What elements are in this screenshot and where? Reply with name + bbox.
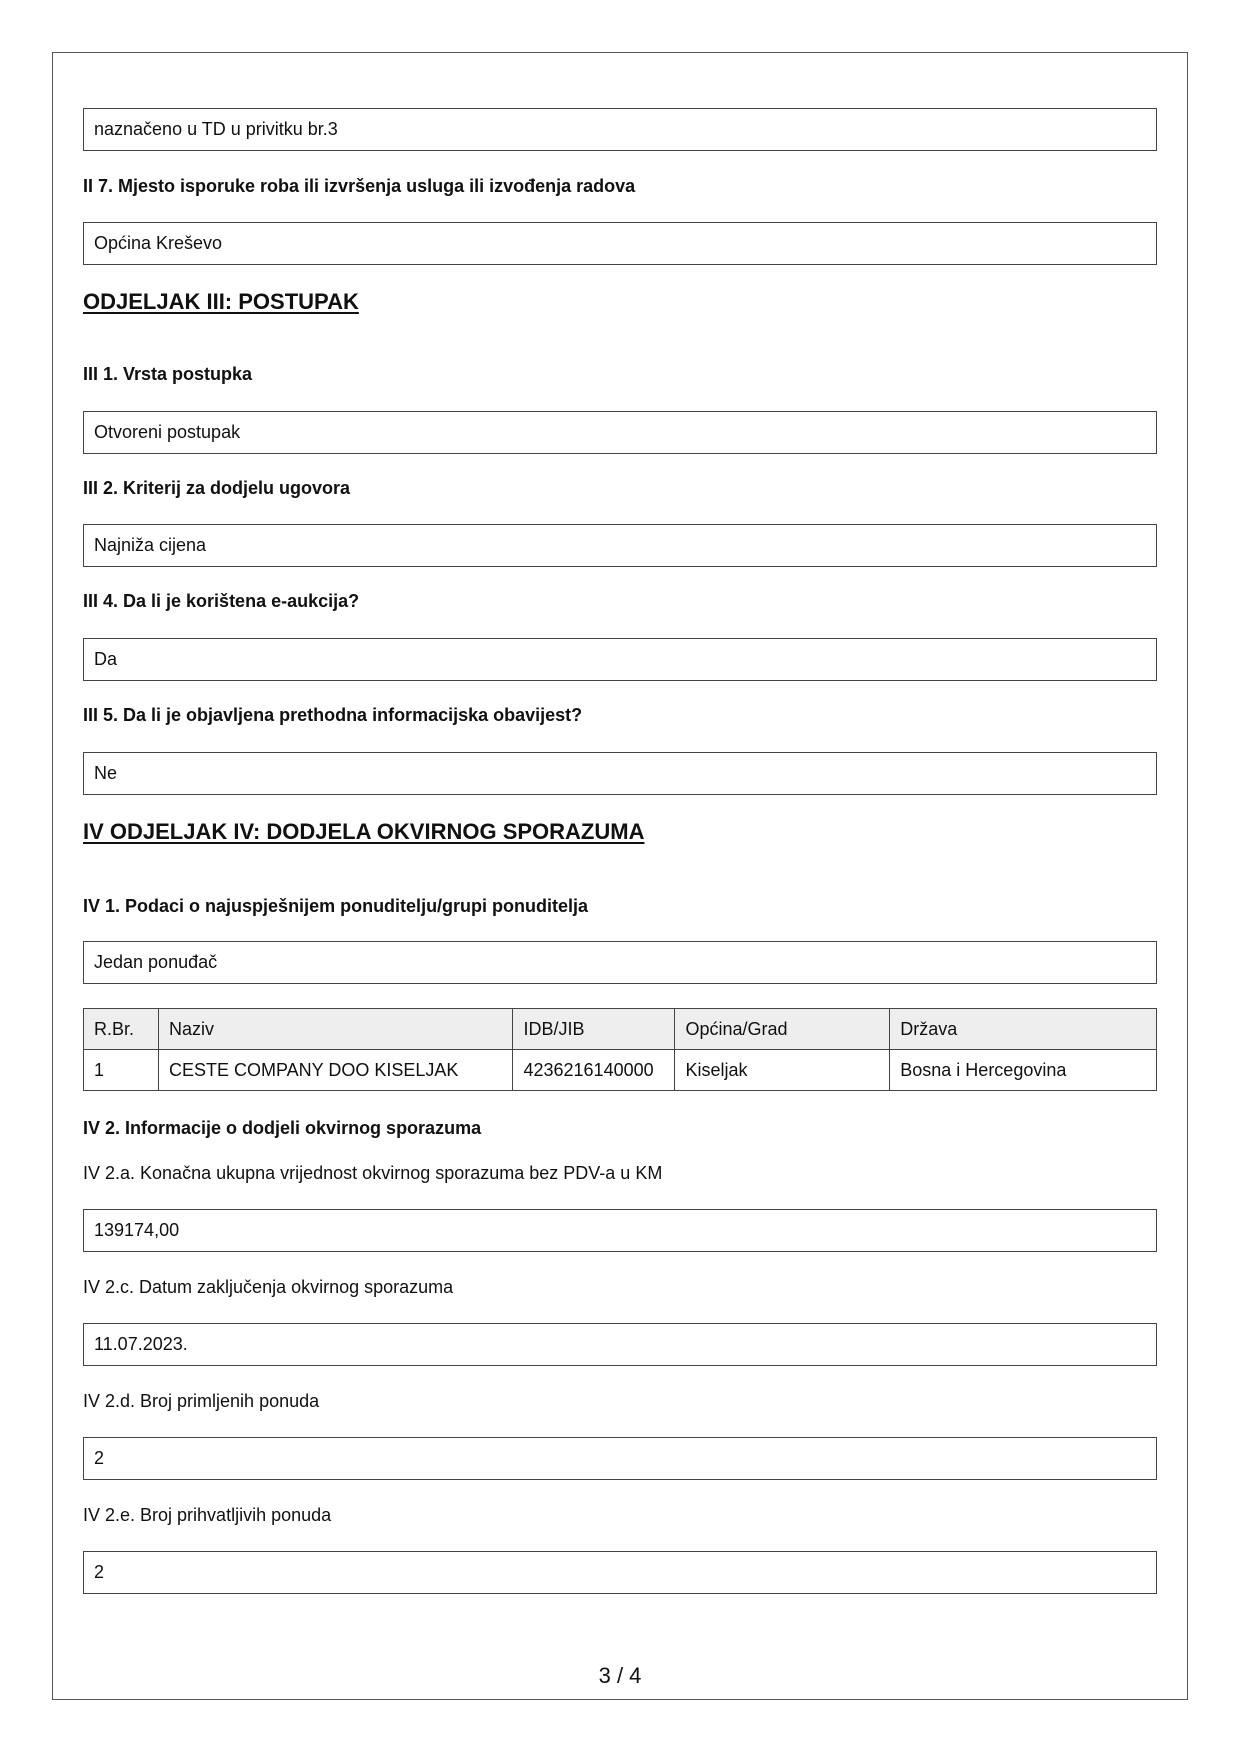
iv2-label: IV 2. Informacije o dodjeli okvirnog sporazuma xyxy=(83,1118,482,1138)
ii6-value-field: naznačeno u TD u privitku br.3 xyxy=(83,108,1157,151)
header-rbr: R.Br. xyxy=(84,1009,159,1050)
iv1-value-field: Jedan ponuđač xyxy=(83,941,1157,984)
cell-rbr: 1 xyxy=(84,1050,159,1091)
iv2d-value-field: 2 xyxy=(83,1437,1157,1480)
iv2c-value-field: 11.07.2023. xyxy=(83,1323,1157,1366)
cell-drzava: Bosna i Hercegovina xyxy=(890,1050,1157,1091)
winners-table xyxy=(83,1008,1157,1091)
table-header-row xyxy=(84,1009,1157,1050)
ii7-label: II 7. Mjesto isporuke roba ili izvršenja usluga ili izvođenja radova xyxy=(83,176,636,196)
header-opcina-grad: Općina/Grad xyxy=(675,1009,890,1050)
iv2e-label: IV 2.e. Broj prihvatljivih ponuda xyxy=(83,1505,332,1525)
header-idb-jib: IDB/JIB xyxy=(513,1009,675,1050)
header-drzava: Država xyxy=(890,1009,1157,1050)
iii5-value-field: Ne xyxy=(83,752,1157,795)
table-row xyxy=(84,1050,1157,1091)
cell-opcina-grad: Kiseljak xyxy=(675,1050,890,1091)
iv2d-label: IV 2.d. Broj primljenih ponuda xyxy=(83,1391,320,1411)
header-naziv: Naziv xyxy=(158,1009,513,1050)
cell-naziv: CESTE COMPANY DOO KISELJAK xyxy=(158,1050,513,1091)
section-3-title: ODJELJAK III: POSTUPAK xyxy=(83,289,359,314)
iii4-value-field: Da xyxy=(83,638,1157,681)
ii7-value-field: Općina Kreševo xyxy=(83,222,1157,265)
iii1-label: III 1. Vrsta postupka xyxy=(83,364,253,384)
section-4-title: IV ODJELJAK IV: DODJELA OKVIRNOG SPORAZUMA xyxy=(83,819,645,844)
iii2-value-field: Najniža cijena xyxy=(83,524,1157,567)
cell-idb-jib: 4236216140000 xyxy=(513,1050,675,1091)
iv1-label: IV 1. Podaci o najuspješnijem ponuditelju/grupi ponuditelja xyxy=(83,896,589,916)
iii4-label: III 4. Da li je korištena e-aukcija? xyxy=(83,591,360,611)
page-number: 3 / 4 xyxy=(598,1663,642,1688)
iv2a-value-field: 139174,00 xyxy=(83,1209,1157,1252)
iv2a-label: IV 2.a. Konačna ukupna vrijednost okvirnog sporazuma bez PDV-a u KM xyxy=(83,1163,663,1183)
iv2e-value-field: 2 xyxy=(83,1551,1157,1594)
iii5-label: III 5. Da li je objavljena prethodna informacijska obavijest? xyxy=(83,705,583,725)
iii1-value-field: Otvoreni postupak xyxy=(83,411,1157,454)
iv2c-label: IV 2.c. Datum zaključenja okvirnog sporazuma xyxy=(83,1277,454,1297)
iii2-label: III 2. Kriterij za dodjelu ugovora xyxy=(83,478,351,498)
